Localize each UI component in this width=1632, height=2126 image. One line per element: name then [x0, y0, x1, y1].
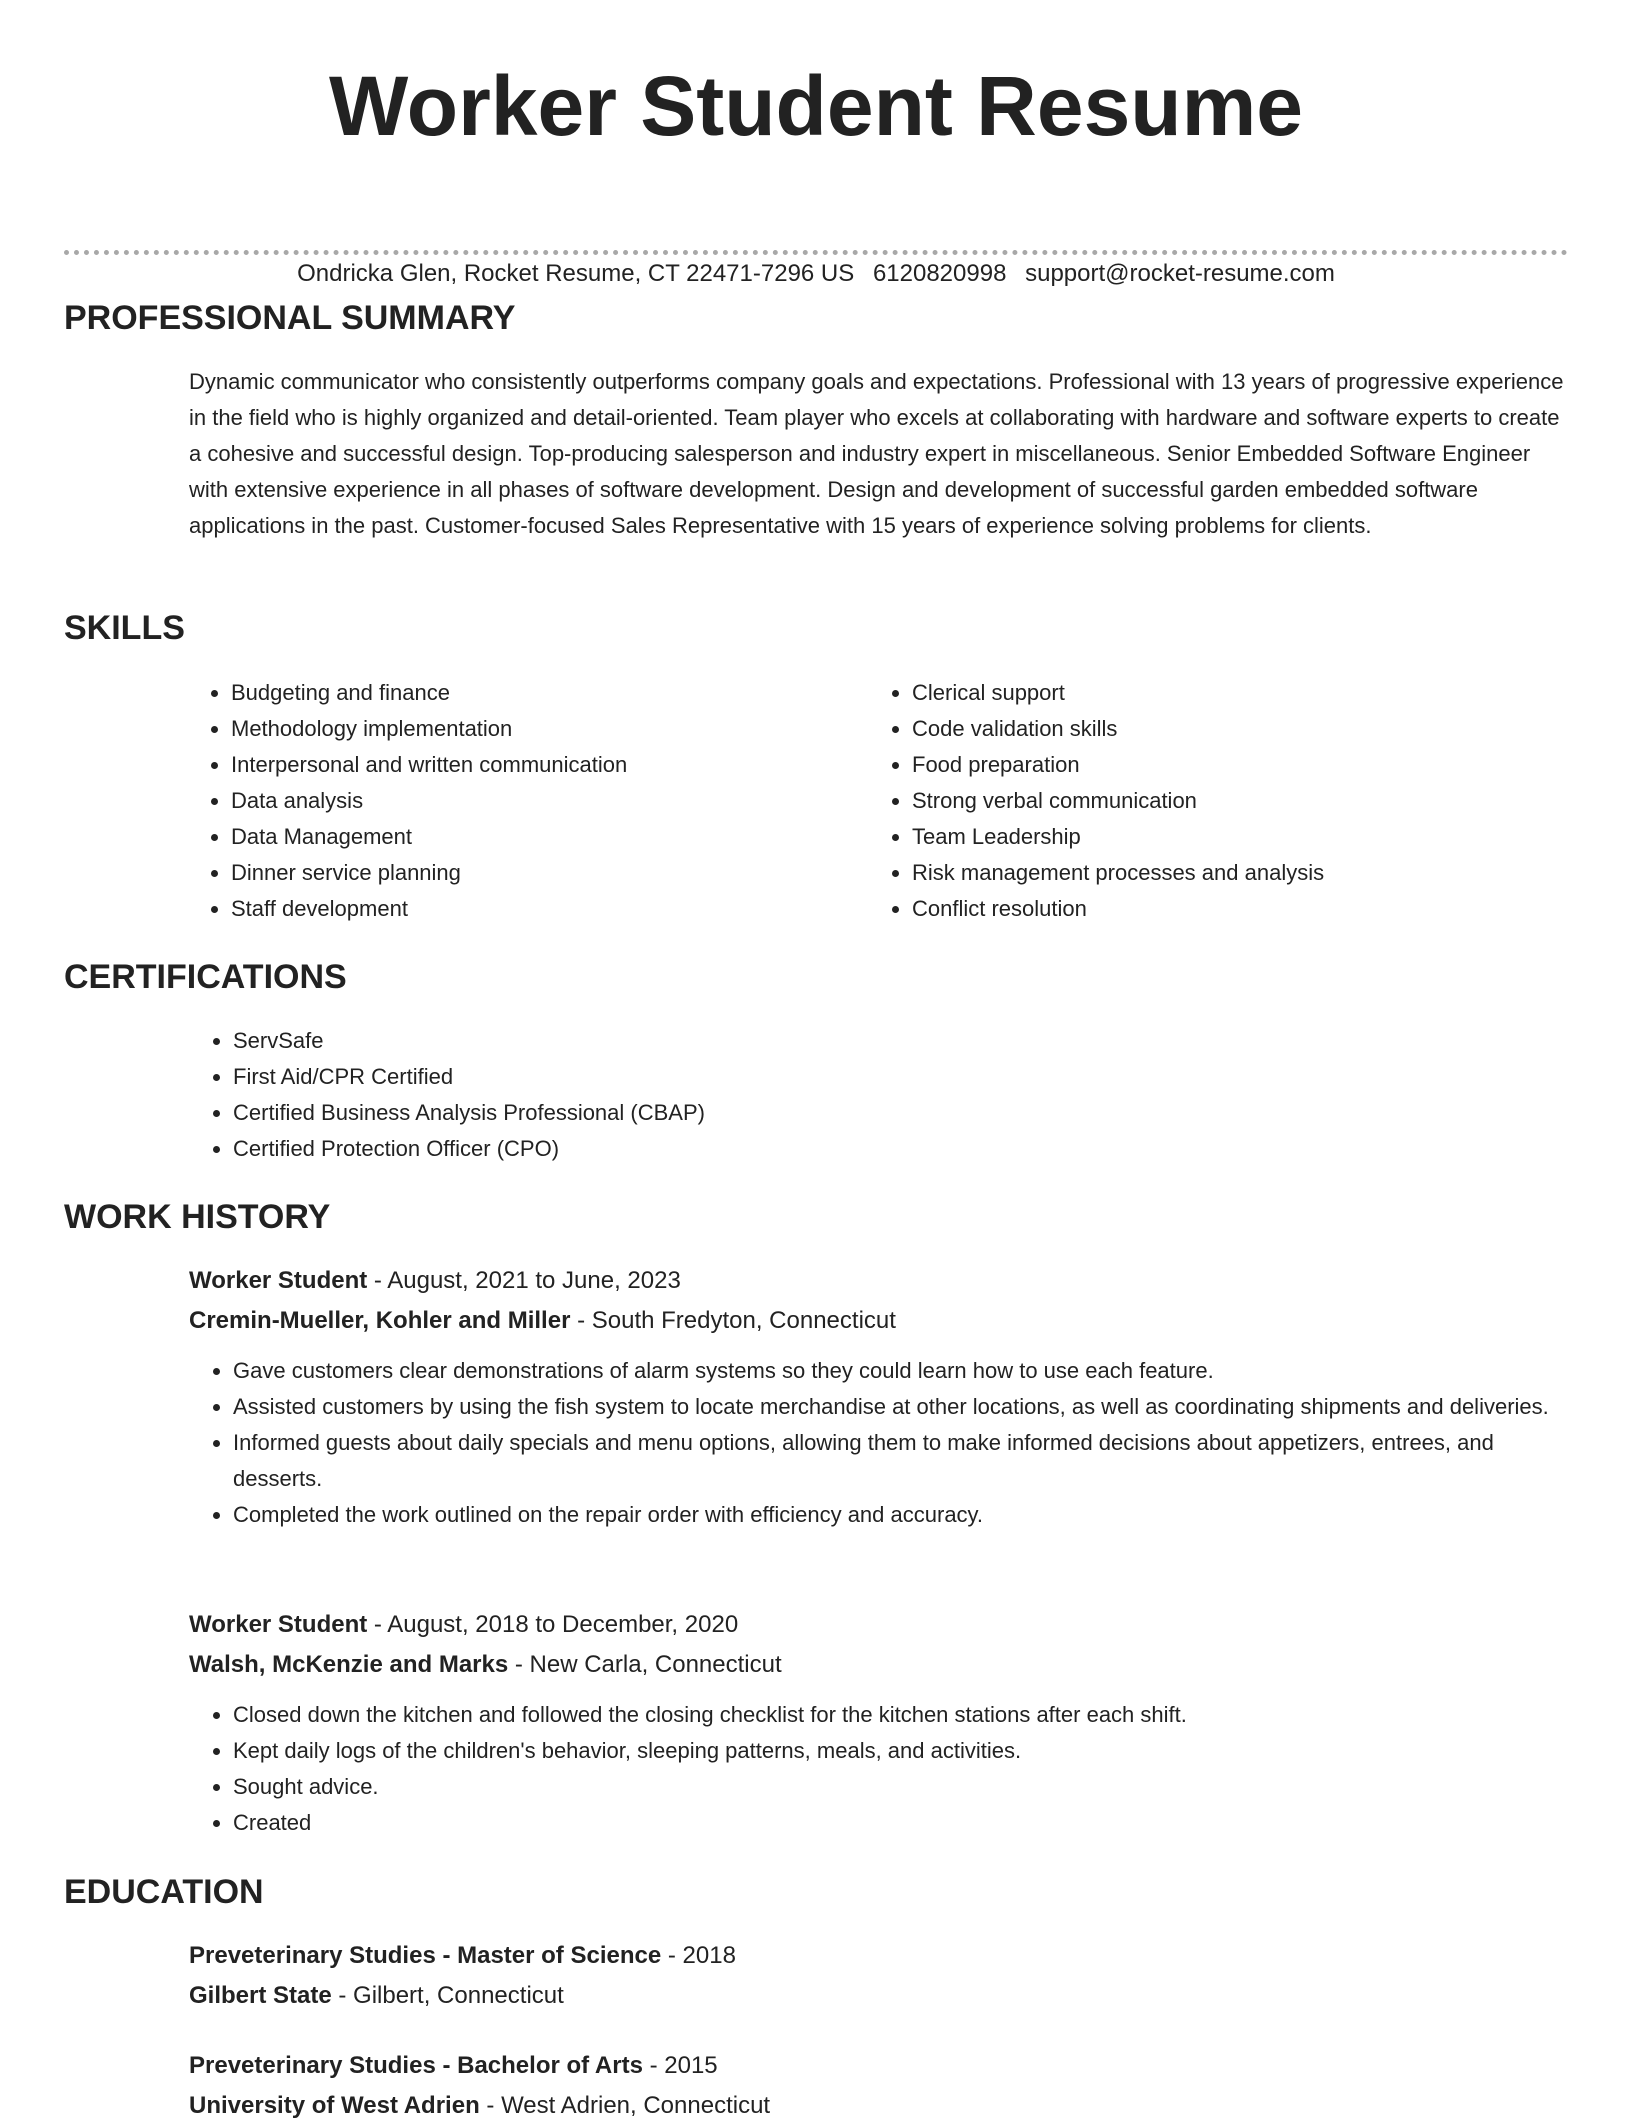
job-bullets	[189, 1353, 1568, 1533]
contact-email: support@rocket-resume.com	[1025, 260, 1335, 287]
job-bullet: • Kept daily logs of the children's behavior, sleeping patterns, meals, and activities.	[233, 1733, 1568, 1769]
certification-item: • Certified Protection Officer (CPO)	[233, 1131, 1568, 1167]
job-entry	[189, 1605, 1568, 1841]
job-company-line	[189, 1645, 1568, 1685]
skill-item: • Clerical support	[912, 675, 1568, 711]
section-title-work-history: WORK HISTORY	[64, 1198, 331, 1236]
job-location: - New Carla, Connecticut	[508, 1651, 782, 1678]
job-bullet: • Informed guests about daily specials and menu options, allowing them to make informed decisions about appetizers, entrees, and desserts.	[233, 1425, 1568, 1497]
skill-item: • Data Management	[231, 819, 868, 855]
skill-item: • Food preparation	[912, 747, 1568, 783]
section-title-skills: SKILLS	[64, 609, 185, 647]
job-bullet: • Gave customers clear demonstrations of alarm systems so they could learn how to use each feature.	[233, 1353, 1568, 1389]
skill-item: • Budgeting and finance	[231, 675, 868, 711]
job-dates: - August, 2018 to December, 2020	[367, 1611, 739, 1638]
job-title-line	[189, 1261, 1568, 1301]
job-title: Worker Student	[189, 1267, 368, 1294]
education-location: - Gilbert, Connecticut	[331, 1982, 564, 2009]
job-bullet: • Assisted customers by using the fish system to locate merchandise at other locations, as well as coordinating shipments and deliveries.	[233, 1389, 1568, 1425]
education-school: University of West Adrien	[189, 2092, 480, 2119]
certification-item: • Certified Business Analysis Professional (CBAP)	[233, 1095, 1568, 1131]
contact-address: Ondricka Glen, Rocket Resume, CT 22471-7296 US	[297, 260, 855, 287]
skill-item: • Dinner service planning	[231, 855, 868, 891]
job-bullet: • Closed down the kitchen and followed the closing checklist for the kitchen stations after each shift.	[233, 1697, 1568, 1733]
education-school-line	[189, 1976, 1568, 2016]
skill-item: • Conflict resolution	[912, 891, 1568, 927]
education-school-line	[189, 2086, 1568, 2126]
header-divider	[64, 250, 1568, 255]
resume-title: Worker Student Resume	[329, 59, 1303, 153]
section-title-certifications: CERTIFICATIONS	[64, 958, 347, 996]
section-title-summary: PROFESSIONAL SUMMARY	[64, 299, 516, 337]
education-year: - 2015	[642, 2052, 718, 2079]
skill-item: • Risk management processes and analysis	[912, 855, 1568, 891]
job-bullets	[189, 1697, 1568, 1841]
job-title-line	[189, 1605, 1568, 1645]
job-bullet: • Sought advice.	[233, 1769, 1568, 1805]
education-entry	[189, 1936, 1568, 2016]
job-dates: - August, 2021 to June, 2023	[367, 1267, 681, 1294]
education-degree: Preveterinary Studies - Master of Science	[189, 1942, 662, 1969]
education-school: Gilbert State	[189, 1982, 332, 2009]
education-year: - 2018	[661, 1942, 736, 1969]
job-title: Worker Student	[189, 1611, 368, 1638]
job-bullet: • Created	[233, 1805, 1568, 1841]
certification-item: • First Aid/CPR Certified	[233, 1059, 1568, 1095]
job-company: Cremin-Mueller, Kohler and Miller	[189, 1307, 571, 1334]
skills-grid	[189, 675, 1568, 927]
job-entry	[189, 1261, 1568, 1533]
job-bullet: • Completed the work outlined on the repair order with efficiency and accuracy.	[233, 1497, 1568, 1533]
skill-item: • Methodology implementation	[231, 711, 868, 747]
education-degree: Preveterinary Studies - Bachelor of Arts	[189, 2052, 643, 2079]
summary-text: Dynamic communicator who consistently outperforms company goals and expectations. Professional with 13 years of progressive experience in the field who is highly organized and detail-oriented. Team player who excels at collaborating with hardware and software experts to create a cohesive and successful design. Top-producing salesperson and industry expert in miscellaneous. Senior Embedded Software Engineer with extensive experience in all phases of software development. Design and development of successful garden embedded software applications in the past. Customer-focused Sales Representative with 15 years of experience solving problems for clients.	[189, 369, 1564, 538]
section-title-education: EDUCATION	[64, 1873, 264, 1911]
job-company-line	[189, 1301, 1568, 1341]
contact-phone: 6120820998	[872, 260, 1007, 287]
skills-left-list	[187, 675, 868, 927]
education-entry	[189, 2046, 1568, 2126]
skill-item: • Team Leadership	[912, 819, 1568, 855]
skill-item: • Strong verbal communication	[912, 783, 1568, 819]
skill-item: • Code validation skills	[912, 711, 1568, 747]
skill-item: • Interpersonal and written communication	[231, 747, 868, 783]
education-location: - West Adrien, Connecticut	[479, 2092, 771, 2119]
certifications-list	[189, 1023, 1568, 1167]
education-degree-line	[189, 1936, 1568, 1976]
job-company: Walsh, McKenzie and Marks	[189, 1651, 509, 1678]
job-location: - South Fredyton, Connecticut	[570, 1307, 896, 1334]
skills-right-list	[868, 675, 1568, 927]
contact-line	[64, 258, 1568, 290]
education-degree-line	[189, 2046, 1568, 2086]
skill-item: • Staff development	[231, 891, 868, 927]
certifications-block	[189, 1023, 1568, 1167]
skill-item: • Data analysis	[231, 783, 868, 819]
certification-item: • ServSafe	[233, 1023, 1568, 1059]
